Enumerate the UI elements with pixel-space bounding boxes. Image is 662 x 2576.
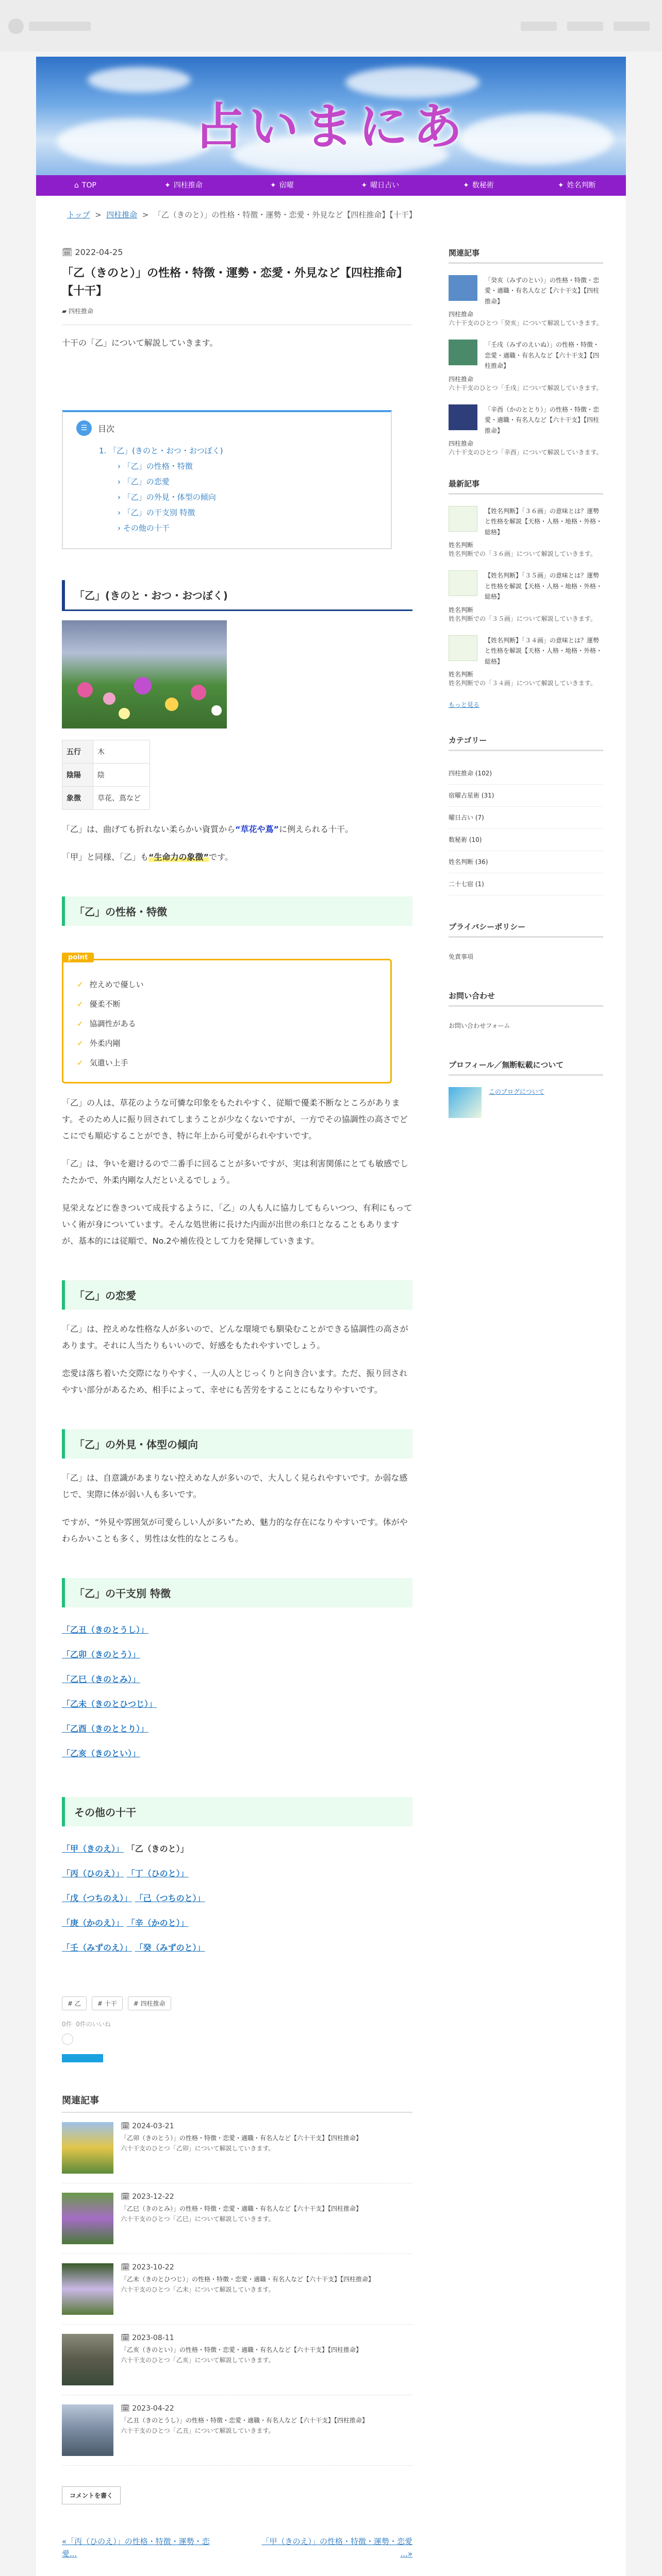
check-icon: ✓: [77, 980, 84, 990]
category-item[interactable]: 二十七宿 (1): [449, 873, 603, 895]
sidebar: 関連記事 「癸亥（みずのとい）」の性格・特徴・恋愛・適職・有名人など【六十干支】【四柱推命】 四柱推命 六十干支のひとつ「癸亥」について解説していきます。 「壬戌（みずのえいぬ）」の性格・特徴・恋愛・適職・有名人など【六十干支】【四柱推命】 四柱推命 六十干支のひとつ「壬戌」について解説していきます。 「辛酉（かのととり）」の性格・特徴・恋愛・適職・有名人など【六十干支】【四柱推命】 四柱推命 六十干支のひとつ「辛酉」について解説していきます。 最新記事 【姓名判断】「３６画」の意味とは？運勢と性格を解説【天格・人格・地格・外格・総格】 姓名判断 姓名判断での「３６画」について解説していきます。 【姓名判断】「３５画」の意味とは？運勢と性格を解説【天格・人格・地格・外格・総格】 姓名判断 姓名判断での「３５画」について解説していきます。 【姓名判断】「３４画」の意味とは？運勢と性格を解説【天格・人格・地格・外格・総格】 姓名判断 姓名判断での「３４画」について解説していきます。 もっと見る カテゴリー 四柱推命 (102) 宿曜占星術 (31) 曜日占い (7) 数秘術 (10) 姓名判断 (36) 二十七宿 (1) プライバシーポリシー 免責事項 お問い合わせ お問い合わせフォーム プロフィール／無断転載について このブログについて: [449, 247, 603, 1118]
star-icon: ✦: [361, 181, 368, 190]
eto-link[interactable]: 「乙丑（きのとうし）」: [62, 1625, 149, 1635]
point-label: point: [62, 953, 94, 962]
browser-top-bar: [0, 0, 662, 52]
jikkan-link[interactable]: 「辛（かのと）」: [126, 1918, 189, 1928]
list-item: ✓ 協調性がある: [77, 1019, 136, 1029]
folder-icon: ▰: [62, 308, 69, 315]
paragraph: 見栄えなどに巻きついて成長するように、「乙」の人も人に協力してもらいつつ、有利にもっていく術が身についています。そんな処世術に長けた内面が出世の糸口となることもありますが、基本的には従順で、No.2や補佐役として力を発揮していきます。: [62, 1203, 412, 1246]
paragraph: 「乙」は、自意識があまりない控えめな人が多いので、大人しく見られやすいです。か弱な感じで、実際に体が弱い人も多いです。: [62, 1473, 408, 1500]
jikkan-link[interactable]: 「壬（みずのえ）」: [62, 1943, 133, 1953]
global-nav: [36, 175, 626, 196]
tag[interactable]: # 四柱推命: [128, 1996, 171, 2010]
check-icon: ✓: [77, 1058, 84, 1068]
sidebar-thumbnail: [449, 275, 477, 301]
more-link[interactable]: もっと見る: [449, 701, 480, 709]
eto-link[interactable]: 「乙未（きのとひつじ）」: [62, 1699, 157, 1709]
check-icon: ✓: [77, 1039, 84, 1048]
sidebar-latest-item[interactable]: 【姓名判断】「３６画」の意味とは？運勢と性格を解説【天格・人格・地格・外格・総格】: [449, 506, 603, 537]
site-title[interactable]: 占いまにあ: [194, 98, 468, 156]
blog-name-placeholder[interactable]: [29, 22, 91, 31]
breadcrumb: トップ > 四柱推命 > 「乙（きのと）」の性格・特徴・運勢・恋愛・外見など【四柱推命】【十干】: [67, 210, 417, 219]
jikkan-link-list: 「甲（きのえ）」 「乙（きのと）」 「丙（ひのえ）」 「丁（ひのと）」 「戊（つちのえ）」 「己（つちのと）」 「庚（かのえ）」 「辛（かのと）」 「壬（みずのえ）」 「癸（みずのと）」: [62, 1844, 205, 1953]
related-thumbnail[interactable]: [62, 2404, 113, 2456]
category-item[interactable]: 曜日占い (7): [449, 807, 603, 829]
nav-item-sukuyou[interactable]: ✦ 宿曜: [270, 181, 294, 190]
jikkan-link[interactable]: 「己（つちのと）」: [135, 1893, 205, 1904]
toc-title: 目次: [98, 423, 115, 434]
star-icon: ✦: [164, 181, 171, 190]
sidebar-heading: プロフィール／無断転載について: [449, 1059, 603, 1076]
calendar-icon: 🗓: [62, 247, 75, 257]
jikkan-link[interactable]: 「戊（つちのえ）」: [62, 1893, 133, 1904]
tag[interactable]: # 十干: [92, 1996, 123, 2010]
sidebar-heading: 関連記事: [449, 247, 603, 264]
lead-text: 十干の「乙」について解説していきます。: [62, 338, 218, 348]
sidebar-related-item[interactable]: 「壬戌（みずのえいぬ）」の性格・特徴・恋愛・適職・有名人など【六十干支】【四柱推命】: [449, 340, 603, 371]
sidebar-heading: お問い合わせ: [449, 990, 603, 1007]
sidebar-latest-item[interactable]: 【姓名判断】「３５画」の意味とは？運勢と性格を解説【天格・人格・地格・外格・総格】: [449, 570, 603, 602]
site-header-banner[interactable]: [36, 57, 626, 175]
star-icon: ✦: [557, 181, 564, 190]
sidebar-latest-item[interactable]: 【姓名判断】「３４画」の意味とは？運勢と性格を解説【天格・人格・地格・外格・総格】: [449, 635, 603, 667]
related-item[interactable]: 🗓 2023-08-11 「乙亥（きのとい）」の性格・特徴・恋愛・適職・有名人など【六十干支】【四柱推命】 六十干支のひとつ「乙亥」について解説していきます。: [62, 2334, 412, 2395]
add-circle-icon[interactable]: [62, 2033, 73, 2045]
jikkan-link[interactable]: 「丁（ひのと）」: [126, 1869, 189, 1879]
paragraph: ですが、“外見や雰囲気が可愛らしい人が多い”ため、魅力的な存在になりやすいです。体がやわらかいことも多く、男性は女性的なところも。: [62, 1517, 408, 1544]
nav-item-shichusuimei[interactable]: ✦ 四柱推命: [164, 181, 203, 190]
attribute-table: 五行 木 陰陽 陰 象徴 草花、蔦など: [62, 740, 150, 810]
toc-item[interactable]: 1. 「乙」(きのと・おつ・おつぼく): [99, 446, 223, 456]
list-item: ✓ 気遣い上手: [77, 1058, 128, 1068]
category-item[interactable]: 姓名判断 (36): [449, 851, 603, 873]
page-title: 「乙（きのと）」の性格・特徴・運勢・恋愛・外見など【四柱推命】【十干】: [62, 267, 408, 298]
home-icon: ⌂: [74, 181, 79, 190]
calendar-icon: 🗓: [121, 2263, 133, 2272]
toc-item[interactable]: › その他の十干: [118, 523, 170, 533]
paragraph: 「甲」と同様、「乙」も“生命力の象徴”です。: [62, 852, 233, 862]
eto-link[interactable]: 「乙亥（きのとい）」: [62, 1749, 141, 1759]
breadcrumb-home[interactable]: トップ: [67, 210, 90, 219]
flower-image: [62, 620, 227, 728]
category-list: [449, 762, 603, 895]
nav-item-suhijutsu[interactable]: ✦ 数秘術: [463, 181, 494, 190]
page-container: [36, 57, 626, 2576]
section-heading-other: その他の十干: [62, 1797, 412, 1826]
sidebar-heading: プライバシーポリシー: [449, 921, 603, 938]
point-box: [62, 954, 412, 1083]
sidebar-thumbnail: [449, 635, 477, 661]
related-date: 🗓 2023-12-22: [121, 2193, 174, 2201]
list-item: ✓ 控えめで優しい: [77, 980, 144, 990]
section-heading-look: 「乙」の外見・体型の傾向: [62, 1429, 412, 1459]
related-item[interactable]: 🗓 2023-10-22 「乙未（きのとひつじ）」の性格・特徴・恋愛・適職・有名人など【六十干支】【四柱推命】 六十干支のひとつ「乙未」について解説していきます。: [62, 2263, 412, 2325]
calendar-icon: 🗓: [121, 2334, 133, 2343]
related-thumbnail[interactable]: [62, 2334, 113, 2385]
toc-item[interactable]: › 「乙」の性格・特徴: [118, 462, 193, 471]
header-link-placeholder[interactable]: [521, 22, 557, 31]
sidebar-related-item[interactable]: 「辛酉（かのととり）」の性格・特徴・恋愛・適職・有名人など【六十干支】【四柱推命】: [449, 404, 603, 436]
jikkan-link[interactable]: 「庚（かのえ）」: [62, 1918, 124, 1928]
eto-link-list: [62, 1618, 412, 1766]
header-link-placeholder[interactable]: [614, 22, 650, 31]
sidebar-heading: 最新記事: [449, 478, 603, 495]
sidebar-thumbnail: [449, 570, 477, 596]
section-heading-eto: 「乙」の干支別 特徴: [62, 1578, 412, 1607]
sidebar-thumbnail: [449, 404, 477, 430]
contact-form-link[interactable]: お問い合わせフォーム: [449, 1022, 510, 1030]
tag-list: [62, 1996, 412, 2010]
toc-item[interactable]: › 「乙」の恋愛: [118, 477, 170, 487]
related-heading: 関連記事: [62, 2093, 412, 2113]
related-thumbnail[interactable]: [62, 2193, 113, 2244]
section-heading-love: 「乙」の恋愛: [62, 1280, 412, 1310]
eto-link[interactable]: 「乙巳（きのとみ）」: [62, 1674, 141, 1685]
check-icon: ✓: [77, 1019, 84, 1029]
paragraph: 「乙」の人は、草花のような可憐な印象をもたれやすく、従順で優柔不断なところがあります。そのため人に振り回されてしまうことが少なくないですが、一方でその協調性の高さでどこにでも順応することができ、特に年上から可愛がられやすいです。: [62, 1098, 408, 1141]
toc-item[interactable]: › 「乙」の外見・体型の傾向: [118, 493, 216, 502]
category-item[interactable]: 四柱推命 (102): [449, 762, 603, 785]
jikkan-link[interactable]: 「甲（きのえ）」: [62, 1844, 124, 1854]
blog-icon[interactable]: [8, 19, 24, 34]
nav-item-top[interactable]: ⌂ TOP: [74, 181, 96, 190]
bookmark-button[interactable]: [62, 2054, 103, 2062]
post-category: ▰ 四柱推命: [62, 307, 412, 325]
related-thumbnail[interactable]: [62, 2263, 113, 2315]
category-item[interactable]: 宿曜占星術 (31): [449, 785, 603, 807]
related-item[interactable]: 🗓 2024-03-21 「乙卯（きのとう）」の性格・特徴・恋愛・適職・有名人など【六十干支】【四柱推命】 六十干支のひとつ「乙卯」について解説していきます。: [62, 2122, 412, 2183]
header-link-placeholder[interactable]: [567, 22, 603, 31]
paragraph: 「乙」は、控えめな性格な人が多いので、どんな環境でも馴染むことができる協調性の高さがあります。それに人当たりもいいので、好感をもたれやすいでしょう。: [62, 1324, 408, 1351]
jikkan-link[interactable]: 「丙（ひのえ）」: [62, 1869, 124, 1879]
nav-item-youbi[interactable]: ✦ 曜日占い: [361, 181, 400, 190]
toc-item[interactable]: › 「乙」の干支別 特徴: [118, 508, 195, 518]
related-item[interactable]: 🗓 2023-04-22 「乙丑（きのとうし）」の性格・特徴・恋愛・適職・有名人など【六十干支】【四柱推命】 六十干支のひとつ「乙丑」について解説していきます。: [62, 2404, 412, 2466]
related-item[interactable]: 🗓 2023-12-22 「乙巳（きのとみ）」の性格・特徴・恋愛・適職・有名人など【六十干支】【四柱推命】 六十干支のひとつ「乙巳」について解説していきます。: [62, 2193, 412, 2254]
list-item: ✓ 外柔内剛: [77, 1039, 121, 1048]
paragraph: 「乙」は、争いを避けるので二番手に回ることが多いですが、実は利害関係にとても敏感でしたたかで、外柔内剛な人だといえるでしょう。: [62, 1159, 409, 1185]
category-item[interactable]: 数秘術 (10): [449, 829, 603, 851]
table-of-contents: [62, 410, 392, 549]
sidebar-thumbnail: [449, 340, 477, 365]
calendar-icon: 🗓: [121, 2193, 133, 2201]
post-date: 🗓 2022-04-25: [62, 247, 123, 257]
write-comment-button[interactable]: コメントを書く: [62, 2486, 121, 2504]
calendar-icon: 🗓: [121, 2122, 133, 2131]
main-content: [62, 247, 412, 2576]
star-icon: ✦: [270, 181, 276, 190]
profile-image[interactable]: [449, 1087, 482, 1118]
about-blog-link[interactable]: このブログについて: [489, 1088, 544, 1096]
calendar-icon: 🗓: [121, 2404, 133, 2413]
star-icon: ✦: [463, 181, 469, 190]
nav-item-seimei[interactable]: ✦ 姓名判断: [557, 181, 596, 190]
section-heading-personality: 「乙」の性格・特徴: [62, 896, 412, 926]
toc-list-icon: ☰: [76, 420, 92, 436]
tag[interactable]: # 乙: [62, 1996, 87, 2010]
share-stats: 0件 0件のいいね: [62, 2021, 111, 2028]
sidebar-heading: カテゴリー: [449, 735, 603, 751]
related-date: 🗓 2023-08-11: [121, 2334, 174, 2343]
section-heading-basic: 「乙」(きのと・おつ・おつぼく): [62, 580, 412, 611]
prev-post-link[interactable]: «「丙（ひのえ）」の性格・特徴・運勢・恋愛...: [62, 2537, 210, 2559]
related-date: 🗓 2023-10-22: [121, 2263, 174, 2272]
check-icon: ✓: [77, 999, 84, 1009]
jikkan-link[interactable]: 「癸（みずのと）」: [135, 1943, 205, 1953]
post-pager: [62, 2535, 412, 2560]
list-item: ✓ 優柔不断: [77, 999, 121, 1009]
paragraph: 恋愛は落ち着いた交際になりやすく、一人の人とじっくりと向き合います。ただ、振り回されやすい部分があるため、相手によって、幸せにも苦労をすることにもなりやすいです。: [62, 1368, 408, 1395]
related-date: 🗓 2023-04-22: [121, 2404, 174, 2413]
eto-link[interactable]: 「乙酉（きのととり）」: [62, 1724, 149, 1734]
related-thumbnail[interactable]: [62, 2122, 113, 2174]
eto-link[interactable]: 「乙卯（きのとう）」: [62, 1650, 141, 1660]
breadcrumb-current: 「乙（きのと）」の性格・特徴・運勢・恋愛・外見など【四柱推命】【十干】: [153, 210, 417, 219]
sidebar-related-item[interactable]: 「癸亥（みずのとい）」の性格・特徴・恋愛・適職・有名人など【六十干支】【四柱推命】: [449, 275, 603, 307]
sidebar-thumbnail: [449, 506, 477, 532]
paragraph: 「乙」は、曲げても折れない柔らかい資質から“草花や蔦”に例えられる十干。: [62, 824, 354, 835]
related-date: 🗓 2024-03-21: [121, 2122, 174, 2131]
breadcrumb-category[interactable]: 四柱推命: [106, 210, 138, 219]
disclaimer-link[interactable]: 免責事項: [449, 953, 474, 961]
next-post-link[interactable]: 「甲（きのえ）」の性格・特徴・運勢・恋愛 ...»: [261, 2537, 412, 2559]
